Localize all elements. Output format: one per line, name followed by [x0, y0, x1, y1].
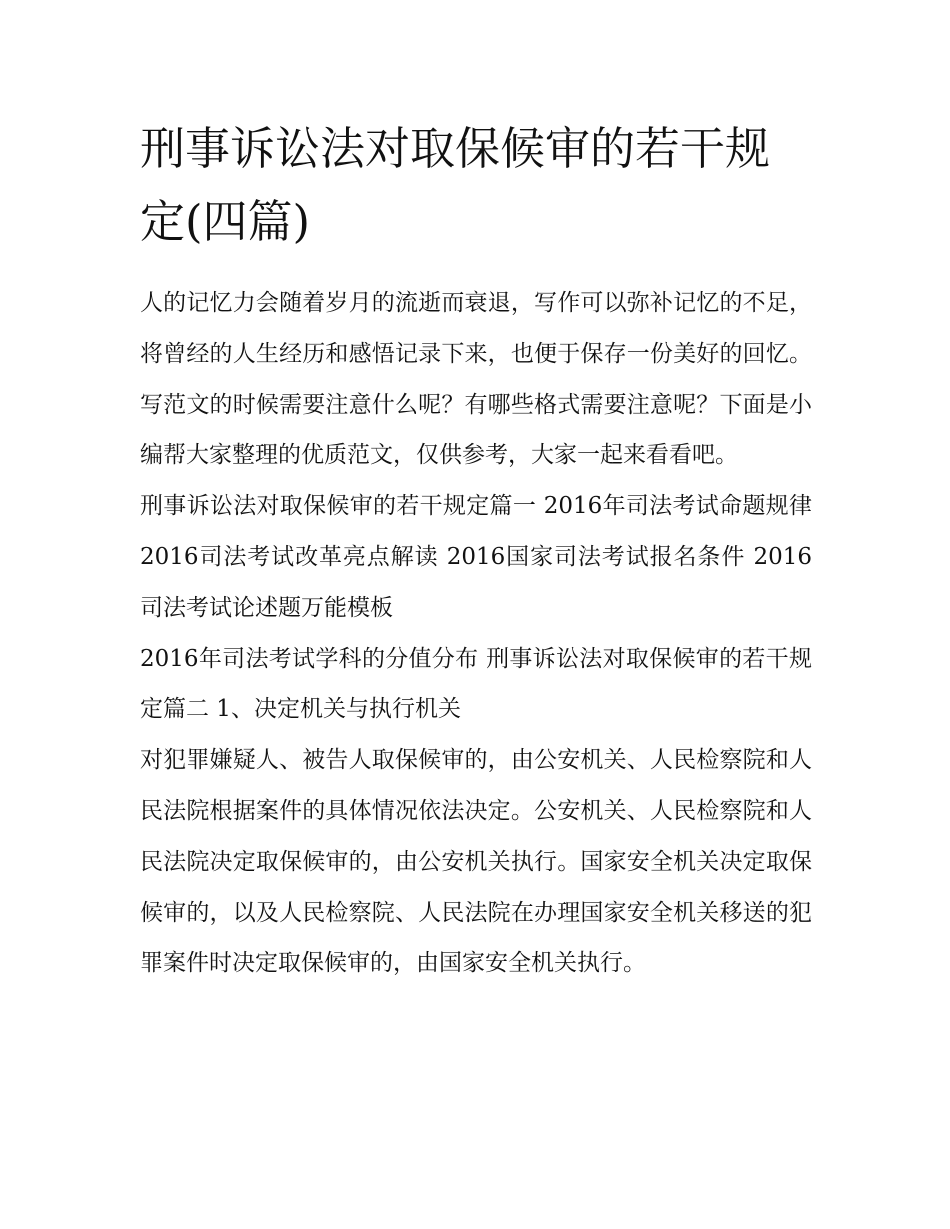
paragraph-section-two-heading: 2016年司法考试学科的分值分布 刑事诉讼法对取保候审的若干规定篇二 1、决定机关与执行机关 — [140, 645, 812, 723]
paragraph-decision-organs: 对犯罪嫌疑人、被告人取保候审的，由公安机关、人民检察院和人民法院根据案件的具体情况依法决定。公安机关、人民检察院和人民法院决定取保候审的，由公安机关执行。国家安全机关决定取保候审的，以及人民检察院、人民法院在办理国家安全机关移送的犯罪案件时决定取保候审的，由国家安全机关执行。 — [140, 747, 812, 977]
paragraph-section-one: 刑事诉讼法对取保候审的若干规定篇一 2016年司法考试命题规律 2016司法考试改革亮点解读 2016国家司法考试报名条件 2016司法考试论述题万能模板 — [140, 493, 812, 621]
title-spacer — [140, 258, 812, 278]
paragraph-intro: 人的记忆力会随着岁月的流逝而衰退，写作可以弥补记忆的不足，将曾经的人生经历和感悟记录下来，也便于保存一份美好的回忆。写范文的时候需要注意什么呢？有哪些格式需要注意呢？下面是小编帮大家整理的优质范文，仅供参考，大家一起来看看吧。 — [140, 290, 812, 469]
document-page — [140, 112, 812, 989]
document-title: 刑事诉讼法对取保候审的若干规定(四篇) — [140, 122, 771, 248]
